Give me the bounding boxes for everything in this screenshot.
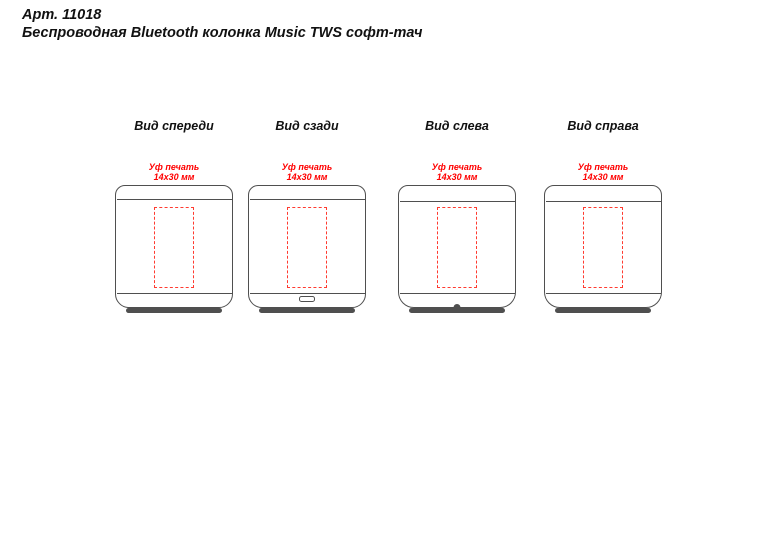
print-method: Уф печать bbox=[431, 162, 483, 172]
top-seam-line bbox=[546, 201, 661, 202]
speaker-body-outline bbox=[115, 185, 233, 308]
top-seam-line bbox=[117, 199, 232, 200]
speaker-base-bar bbox=[259, 308, 355, 313]
view-title: Вид слева bbox=[425, 119, 489, 133]
print-area-rect bbox=[287, 207, 327, 288]
print-size: 14х30 мм bbox=[286, 172, 328, 182]
article-number: Арт. 11018 bbox=[22, 7, 102, 23]
speaker-drawing-right bbox=[544, 185, 662, 315]
view-title: Вид сзади bbox=[275, 119, 339, 133]
speaker-base-bar bbox=[409, 308, 505, 313]
speaker-body-outline bbox=[398, 185, 516, 308]
print-method: Уф печать bbox=[577, 162, 629, 172]
bottom-seam-line bbox=[250, 293, 365, 294]
top-seam-line bbox=[250, 199, 365, 200]
speaker-drawing-back bbox=[248, 185, 366, 315]
print-method: Уф печать bbox=[281, 162, 333, 172]
print-size: 14х30 мм bbox=[582, 172, 624, 182]
bottom-seam-line bbox=[117, 293, 232, 294]
speaker-drawing-front bbox=[115, 185, 233, 315]
speaker-drawing-left bbox=[398, 185, 516, 315]
speaker-body-outline bbox=[544, 185, 662, 308]
print-method: Уф печать bbox=[148, 162, 200, 172]
product-name: Беспроводная Bluetooth колонка Music TWS софт-тач bbox=[22, 24, 423, 41]
top-seam-line bbox=[400, 201, 515, 202]
speaker-body-outline bbox=[248, 185, 366, 308]
print-area-rect bbox=[437, 207, 477, 288]
bottom-seam-line bbox=[546, 293, 661, 294]
usb-port bbox=[299, 296, 315, 302]
speaker-base-bar bbox=[555, 308, 651, 313]
view-section-right bbox=[513, 119, 693, 182]
page-header bbox=[22, 7, 422, 42]
print-area-rect bbox=[154, 207, 194, 288]
bottom-seam-line bbox=[400, 293, 515, 294]
print-area-label bbox=[513, 162, 693, 182]
view-title: Вид справа bbox=[567, 119, 639, 133]
speaker-base-bar bbox=[126, 308, 222, 313]
print-size: 14х30 мм bbox=[153, 172, 195, 182]
print-size: 14х30 мм bbox=[436, 172, 478, 182]
print-area-rect bbox=[583, 207, 623, 288]
view-title: Вид спереди bbox=[134, 119, 214, 133]
